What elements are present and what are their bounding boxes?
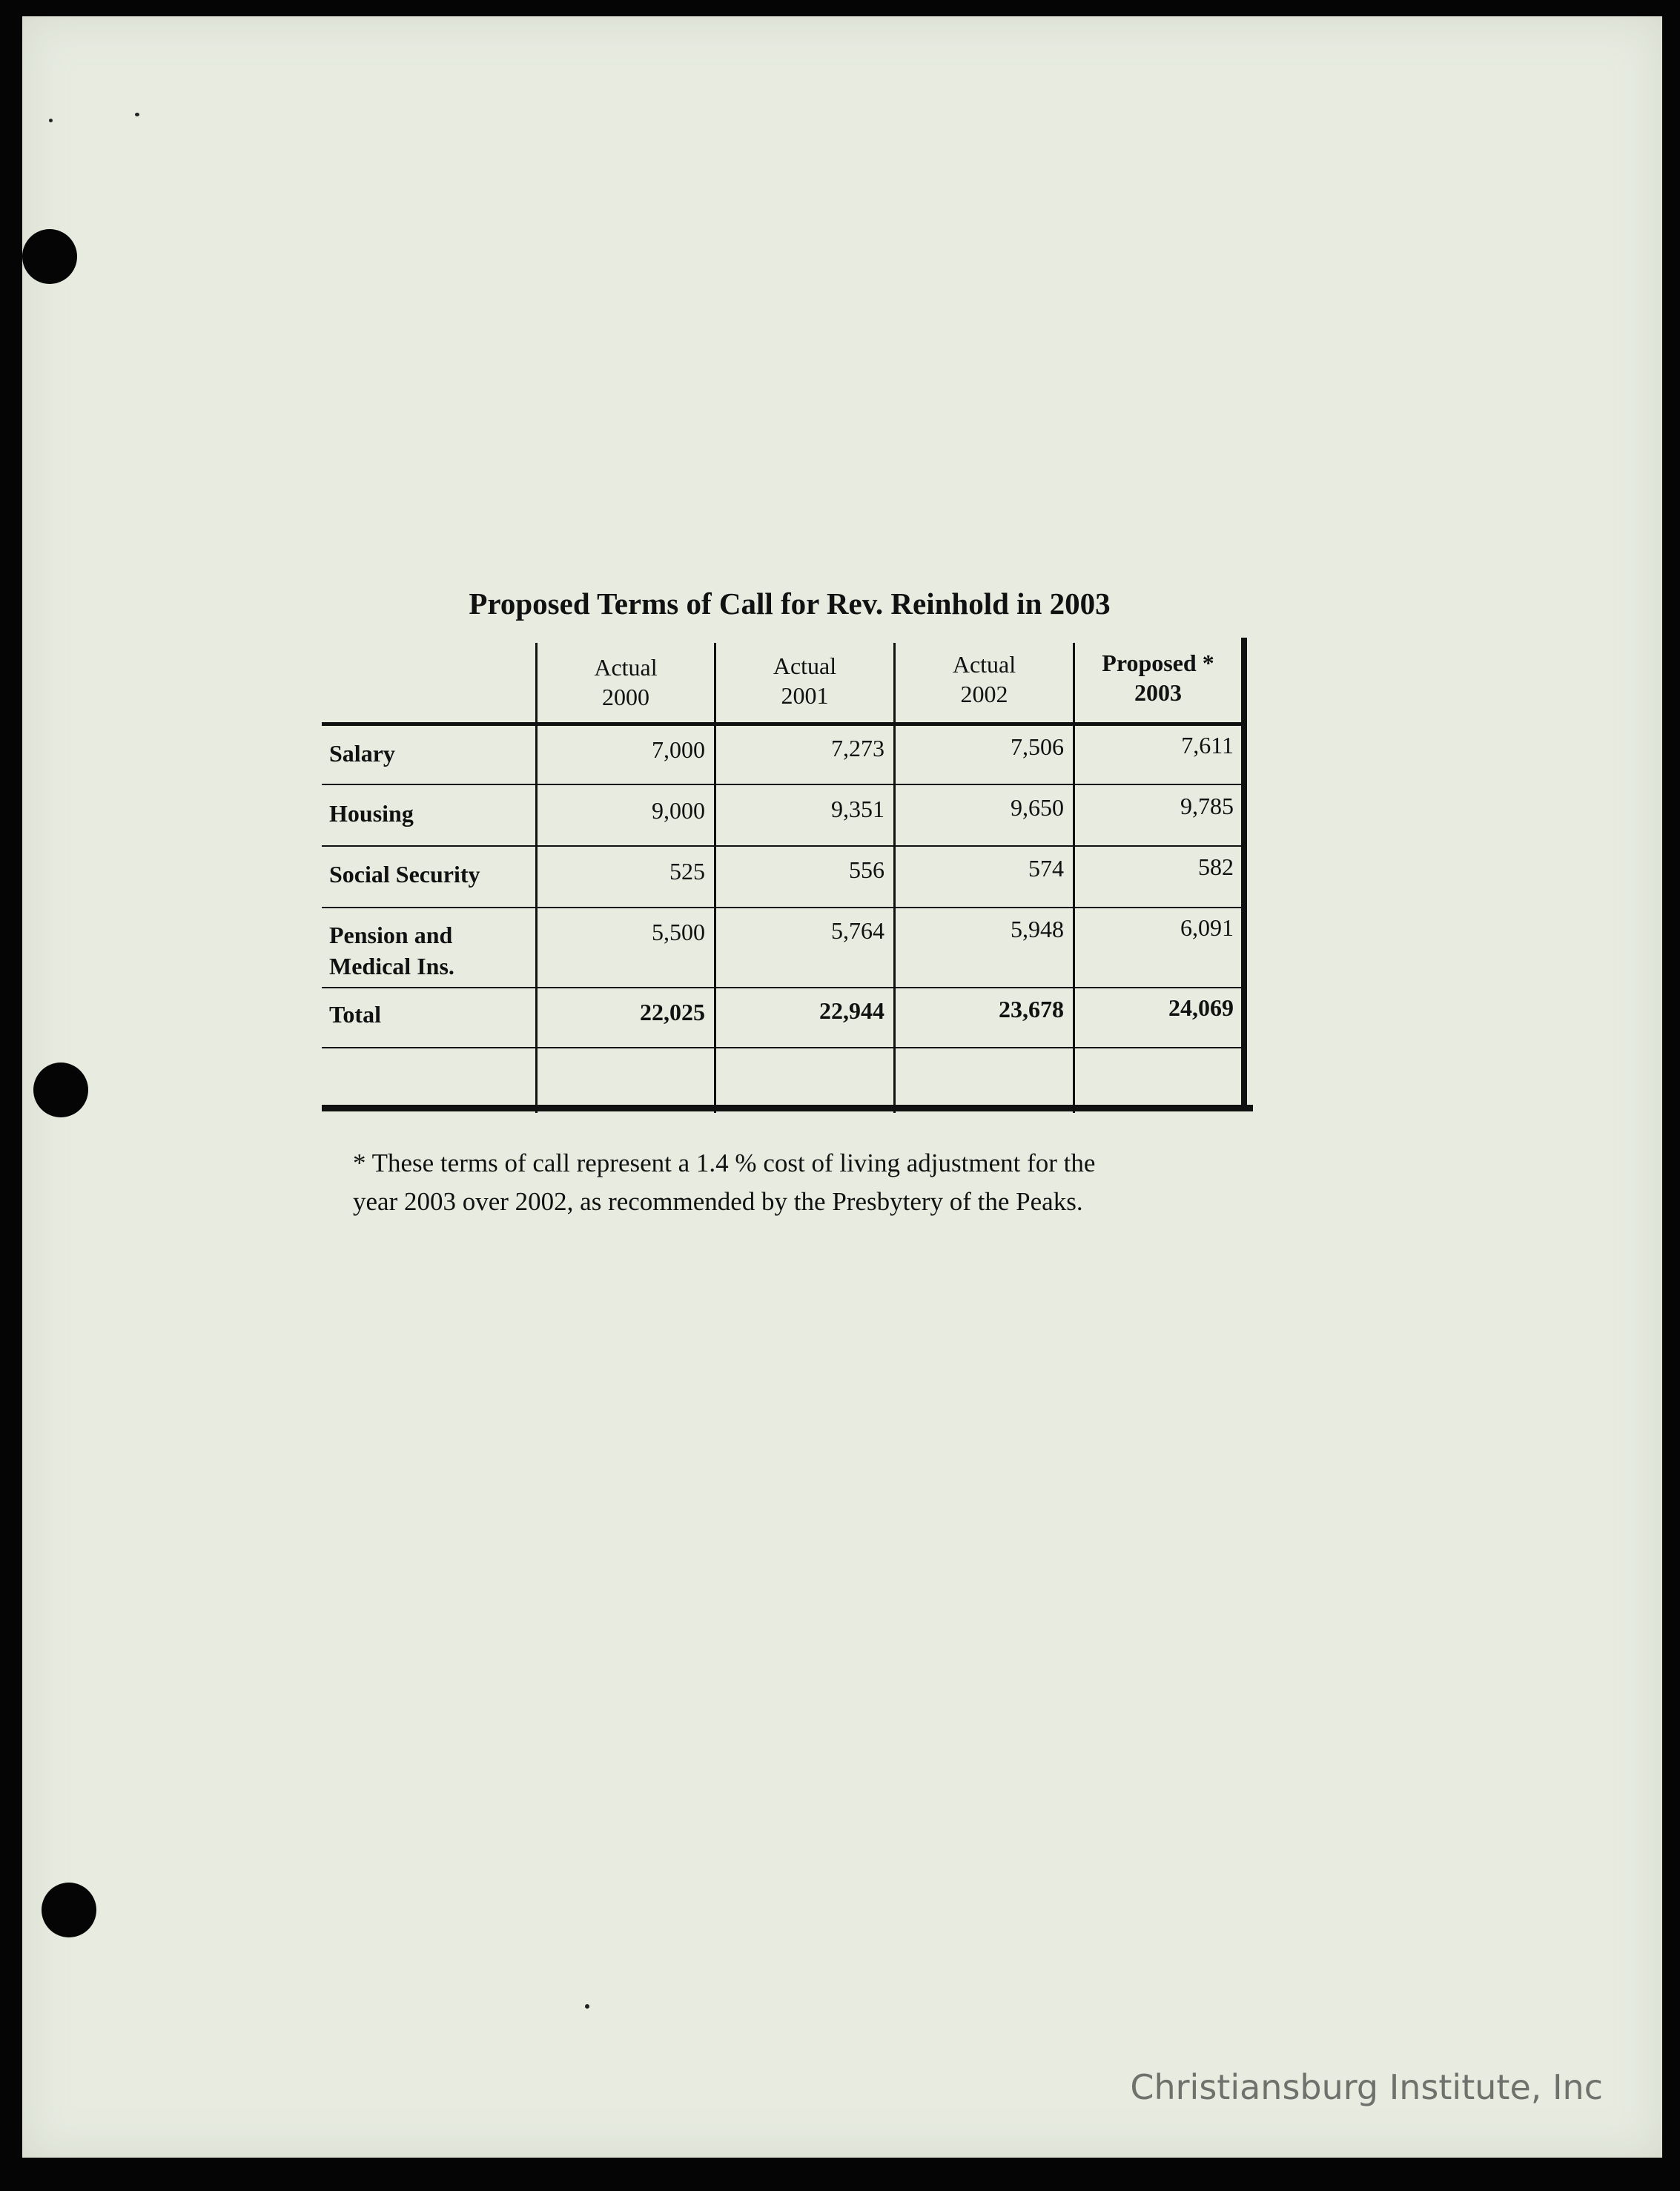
table-row-rule xyxy=(322,1047,1244,1048)
cell-social-security-2002: 574 xyxy=(1028,855,1064,882)
table-bottom-border xyxy=(322,1105,1253,1111)
table-row-rule xyxy=(322,987,1244,988)
row-label-pension-line2: Medical Ins. xyxy=(329,953,454,979)
cell-housing-2001: 9,351 xyxy=(831,796,884,822)
cell-salary-2003: 7,611 xyxy=(1181,732,1234,759)
cell-total-2000: 22,025 xyxy=(640,999,705,1025)
column-header-2000 xyxy=(538,652,714,712)
punch-hole-top xyxy=(22,229,77,284)
column-header-line1: Actual xyxy=(952,651,1016,678)
document-title: Proposed Terms of Call for Rev. Reinhold in 2003 xyxy=(469,586,1111,621)
column-header-proposed-2003 xyxy=(1075,648,1241,707)
footnote-line2: year 2003 over 2002, as recommended by the Presbytery of the Peaks. xyxy=(353,1187,1083,1216)
paper-speck xyxy=(49,119,53,122)
column-header-2001 xyxy=(716,651,893,710)
punch-hole-middle xyxy=(33,1063,88,1117)
row-label-housing: Housing xyxy=(329,800,414,827)
cell-social-security-2003: 582 xyxy=(1198,853,1234,880)
cell-total-2002: 23,678 xyxy=(999,996,1064,1022)
footnote-line1: * These terms of call represent a 1.4 % cost of living adjustment for the xyxy=(353,1149,1096,1177)
cell-pension-2001: 5,764 xyxy=(831,917,884,944)
terms-table xyxy=(322,638,1253,1117)
cell-housing-2000: 9,000 xyxy=(652,797,705,824)
cell-pension-2000: 5,500 xyxy=(652,919,705,945)
cell-social-security-2001: 556 xyxy=(849,856,884,883)
column-header-line2: 2002 xyxy=(960,681,1008,707)
cell-pension-2002: 5,948 xyxy=(1011,916,1064,942)
column-header-line2: 2001 xyxy=(781,682,829,709)
table-row-rule xyxy=(322,845,1244,847)
column-header-line1: Actual xyxy=(773,652,837,679)
column-header-line1: Actual xyxy=(594,654,658,681)
table-row-rule xyxy=(322,907,1244,908)
cell-salary-2002: 7,506 xyxy=(1011,733,1064,760)
cell-salary-2000: 7,000 xyxy=(652,736,705,763)
cell-social-security-2000: 525 xyxy=(669,858,705,885)
cell-salary-2001: 7,273 xyxy=(831,735,884,761)
cell-total-2001: 22,944 xyxy=(819,997,884,1024)
cell-housing-2002: 9,650 xyxy=(1011,794,1064,821)
cell-total-2003: 24,069 xyxy=(1168,994,1234,1021)
table-right-border xyxy=(1241,638,1247,1106)
column-header-line2: 2003 xyxy=(1134,679,1182,706)
cell-pension-2003: 6,091 xyxy=(1180,914,1234,941)
punch-hole-bottom xyxy=(42,1883,96,1937)
row-label-total: Total xyxy=(329,1001,381,1028)
row-label-pension-line1: Pension and xyxy=(329,922,453,948)
column-header-2002 xyxy=(896,650,1073,709)
row-label-salary: Salary xyxy=(329,740,395,767)
table-row-rule xyxy=(322,784,1244,785)
column-header-line1: Proposed * xyxy=(1102,650,1214,676)
cell-housing-2003: 9,785 xyxy=(1180,793,1234,819)
column-header-line2: 2000 xyxy=(602,684,649,710)
watermark: Christiansburg Institute, Inc xyxy=(1130,2067,1603,2107)
table-header-rule xyxy=(322,722,1244,726)
paper-speck xyxy=(135,113,139,116)
row-label-social-security: Social Security xyxy=(329,861,480,888)
paper-speck xyxy=(585,2004,589,2009)
footnote xyxy=(353,1144,1287,1221)
